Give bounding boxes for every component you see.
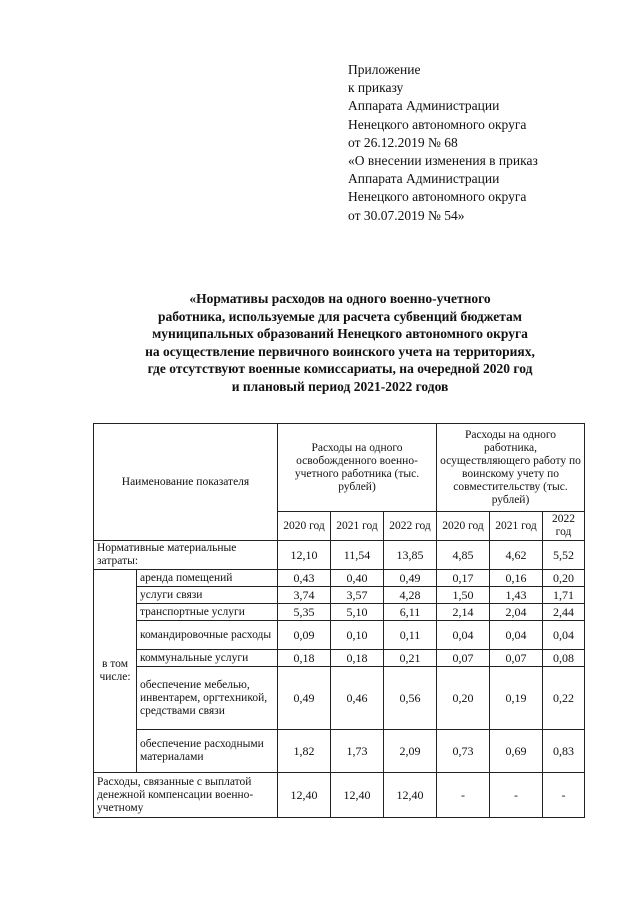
row-label: транспортные услуги: [137, 604, 278, 621]
cell-value: 0,18: [278, 650, 331, 667]
cell-value: 0,04: [490, 621, 543, 650]
cell-value: 0,40: [331, 570, 384, 587]
cell-value: 0,04: [543, 621, 585, 650]
title-line: «Нормативы расходов на одного военно-учетного: [189, 291, 491, 306]
cell-value: -: [437, 773, 490, 818]
cell-value: 0,83: [543, 730, 585, 773]
year-header: 2020 год: [437, 512, 490, 541]
cell-value: 0,10: [331, 621, 384, 650]
cell-value: 1,71: [543, 587, 585, 604]
cell-value: 0,56: [384, 667, 437, 730]
cell-value: 0,49: [278, 667, 331, 730]
cell-value: 2,44: [543, 604, 585, 621]
row-label: услуги связи: [137, 587, 278, 604]
title-line: муниципальных образований Ненецкого автономного округа: [152, 326, 528, 341]
year-header: 2022 год: [384, 512, 437, 541]
cell-value: 0,21: [384, 650, 437, 667]
cell-value: 0,49: [384, 570, 437, 587]
cell-value: 0,18: [331, 650, 384, 667]
appendix-line: Аппарата Администрации: [348, 171, 500, 187]
cell-value: 0,19: [490, 667, 543, 730]
cell-value: 5,35: [278, 604, 331, 621]
title-line: работника, используемые для расчета субвенций бюджетам: [157, 308, 523, 324]
cell-value: 2,04: [490, 604, 543, 621]
title-line: где отсутствуют военные комиссариаты, на очередной 2020 год: [147, 361, 533, 376]
table-row: [94, 650, 585, 667]
cell-value: 0,08: [543, 650, 585, 667]
cell-value: -: [490, 773, 543, 818]
cell-value: -: [543, 773, 585, 818]
group-header-part-time: Расходы на одного работника, осуществляющего работу по воинскому учету по совместительству (тыс. рублей): [437, 424, 585, 512]
cell-value: 4,28: [384, 587, 437, 604]
cell-value: 0,20: [543, 570, 585, 587]
title-line: на осуществление первичного воинского учета на территориях,: [145, 343, 535, 359]
row-label: аренда помещений: [137, 570, 278, 587]
year-header: 2020 год: [278, 512, 331, 541]
row-label: обеспечение расходными материалами: [137, 730, 278, 773]
appendix-line: «О внесении изменения в приказ: [348, 153, 538, 169]
cell-value: 0,04: [437, 621, 490, 650]
including-label: в том числе:: [94, 570, 137, 773]
cell-value: 3,57: [331, 587, 384, 604]
year-header: 2021 год: [331, 512, 384, 541]
cell-value: 5,52: [543, 541, 585, 570]
row-label: Нормативные материальные затраты:: [94, 541, 278, 570]
appendix-line: Ненецкого автономного округа: [348, 189, 527, 205]
row-label: обеспечение мебелью, инвентарем, оргтехникой, средствами связи: [137, 667, 278, 730]
table-row: [94, 570, 585, 587]
cell-value: 4,62: [490, 541, 543, 570]
cell-value: 0,46: [331, 667, 384, 730]
cell-value: 0,09: [278, 621, 331, 650]
norms-table: [93, 423, 585, 818]
title-line: и плановый период 2021-2022 годов: [231, 378, 449, 394]
table-row: [94, 667, 585, 730]
cell-value: 1,82: [278, 730, 331, 773]
cell-value: 0,43: [278, 570, 331, 587]
cell-value: 0,20: [437, 667, 490, 730]
cell-value: 1,43: [490, 587, 543, 604]
cell-value: 0,16: [490, 570, 543, 587]
cell-value: 13,85: [384, 541, 437, 570]
cell-value: 0,11: [384, 621, 437, 650]
cell-value: 11,54: [331, 541, 384, 570]
appendix-line: от 30.07.2019 № 54»: [348, 207, 465, 223]
group-header-full-time: Расходы на одного освобожденного военно-учетного работника (тыс. рублей): [278, 424, 437, 512]
cell-value: 4,85: [437, 541, 490, 570]
cell-value: 12,40: [384, 773, 437, 818]
cell-value: 0,07: [490, 650, 543, 667]
year-header: 2021 год: [490, 512, 543, 541]
row-label: коммунальные услуги: [137, 650, 278, 667]
appendix-block: [348, 61, 538, 225]
appendix-line: Аппарата Администрации: [348, 98, 500, 114]
appendix-line: Приложение: [348, 62, 421, 77]
table-row: [94, 730, 585, 773]
cell-value: 12,40: [331, 773, 384, 818]
table-row: [94, 587, 585, 604]
cell-value: 0,07: [437, 650, 490, 667]
cell-value: 1,50: [437, 587, 490, 604]
table-row: [94, 604, 585, 621]
cell-value: 3,74: [278, 587, 331, 604]
table-header-row: [94, 424, 585, 512]
row-label: Расходы, связанные с выплатой денежной компенсации военно-учетному: [94, 773, 278, 818]
cell-value: 0,69: [490, 730, 543, 773]
table-row: [94, 621, 585, 650]
cell-value: 5,10: [331, 604, 384, 621]
table-row: [94, 773, 585, 818]
year-header: 2022 год: [543, 512, 585, 541]
cell-value: 12,40: [278, 773, 331, 818]
cell-value: 1,73: [331, 730, 384, 773]
cell-value: 0,22: [543, 667, 585, 730]
appendix-line: Ненецкого автономного округа: [348, 116, 527, 132]
cell-value: 2,14: [437, 604, 490, 621]
row-label: командировочные расходы: [137, 621, 278, 650]
table-row: [94, 541, 585, 570]
document-title: [100, 290, 580, 395]
cell-value: 2,09: [384, 730, 437, 773]
cell-value: 0,17: [437, 570, 490, 587]
indicator-header: Наименование показателя: [94, 424, 278, 541]
cell-value: 12,10: [278, 541, 331, 570]
appendix-line: к приказу: [348, 80, 404, 96]
appendix-line: от 26.12.2019 № 68: [348, 134, 458, 150]
cell-value: 0,73: [437, 730, 490, 773]
cell-value: 6,11: [384, 604, 437, 621]
